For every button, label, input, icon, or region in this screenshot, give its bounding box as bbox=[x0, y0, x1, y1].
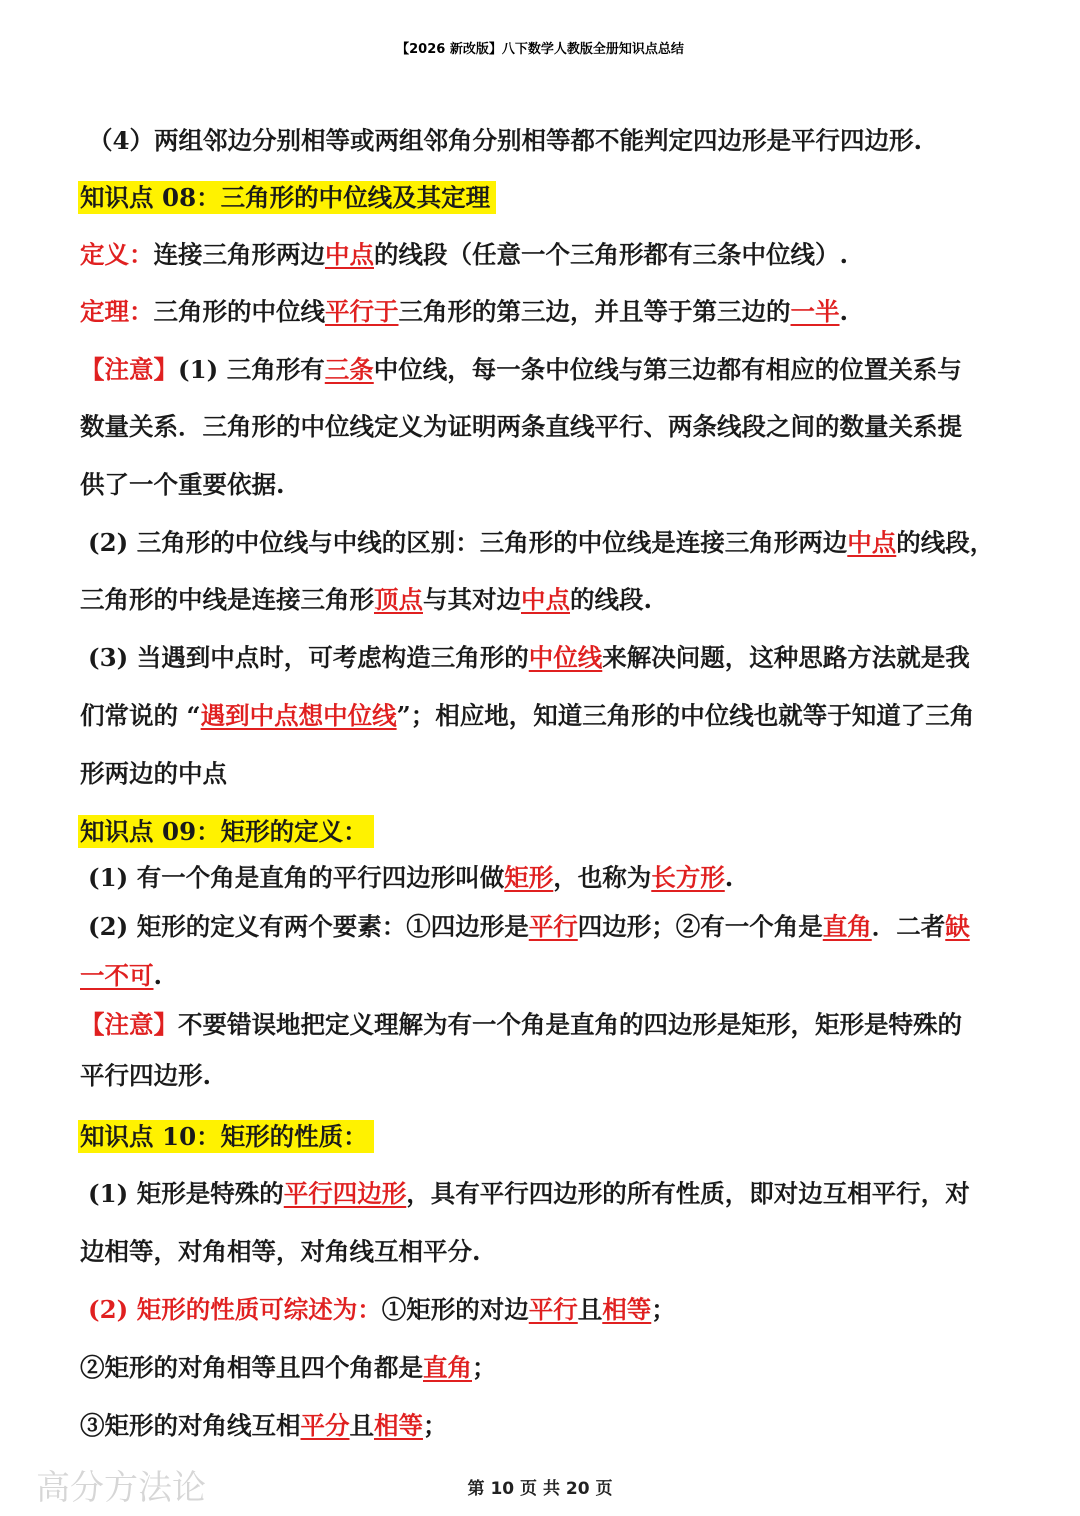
key-term: 相等 bbox=[374, 1411, 423, 1440]
definition-line: 定义：连接三角形两边中点的线段（任意一个三角形都有三条中位线）. bbox=[80, 240, 849, 269]
key-term: 一半 bbox=[790, 297, 840, 326]
key-term: 矩形 bbox=[504, 863, 554, 892]
text-line: 供了一个重要依据. bbox=[80, 470, 285, 499]
text-line: 数量关系．三角形的中位线定义为证明两条直线平行、两条线段之间的数量关系提 bbox=[80, 412, 962, 441]
note-line: 【注意】(1) 三角形有三条中位线，每一条中位线与第三边都有相应的位置关系与 bbox=[80, 355, 962, 384]
highlight: 知识点 10：矩形的性质： bbox=[78, 1120, 374, 1153]
key-term: 直角 bbox=[822, 912, 872, 941]
key-term: 平行 bbox=[528, 912, 578, 941]
text-line: 平行四边形. bbox=[80, 1061, 212, 1090]
key-term: 长方形 bbox=[651, 863, 725, 892]
text-line: (1) 有一个角是直角的平行四边形叫做矩形，也称为长方形. bbox=[88, 863, 734, 892]
highlight: 知识点 09：矩形的定义： bbox=[78, 815, 374, 848]
theorem-line: 定理：三角形的中位线平行于三角形的第三边，并且等于第三边的一半. bbox=[80, 297, 849, 326]
text-line: ③矩形的对角线互相平分且相等； bbox=[80, 1411, 448, 1440]
text-line: (2) 矩形的定义有两个要素：①四边形是平行四边形；②有一个角是直角．二者缺 bbox=[88, 912, 970, 941]
key-term: 三条 bbox=[324, 355, 374, 384]
key-term: 平分 bbox=[300, 1411, 350, 1440]
key-term: 直角 bbox=[423, 1353, 472, 1382]
note-line: 【注意】不要错误地把定义理解为有一个角是直角的四边形是矩形，矩形是特殊的 bbox=[80, 1010, 962, 1039]
key-term: 中点 bbox=[847, 528, 897, 557]
section-heading-kp08 bbox=[80, 181, 496, 215]
highlight: 知识点 08：三角形的中位线及其定理 bbox=[78, 181, 496, 214]
section-heading-kp10 bbox=[80, 1120, 374, 1154]
text-line: (2) 矩形的性质可综述为：①矩形的对边平行且相等； bbox=[88, 1295, 676, 1324]
page-number: 第 10 页 共 20 页 bbox=[467, 1479, 613, 1499]
text-line: 边相等，对角相等，对角线互相平分. bbox=[80, 1237, 481, 1266]
key-term: 中位线 bbox=[528, 643, 603, 672]
key-term: 遇到中点想中位线 bbox=[200, 701, 397, 730]
key-term: 中点 bbox=[325, 240, 374, 269]
text-line: (3) 当遇到中点时，可考虑构造三角形的中位线来解决问题，这种思路方法就是我 bbox=[88, 643, 970, 672]
text-line: （4）两组邻边分别相等或两组邻角分别相等都不能判定四边形是平行四边形. bbox=[88, 126, 923, 155]
key-term: 顶点 bbox=[374, 585, 423, 614]
text-line: (1) 矩形是特殊的平行四边形，具有平行四边形的所有性质，即对边互相平行，对 bbox=[88, 1179, 970, 1208]
key-term: 相等 bbox=[602, 1295, 652, 1324]
key-term: 平行 bbox=[528, 1295, 578, 1324]
text-line: 们常说的 “遇到中点想中位线”；相应地，知道三角形的中位线也就等于知道了三角 bbox=[80, 701, 975, 730]
key-term: 平行四边形 bbox=[283, 1179, 407, 1208]
watermark: 高分方法论 bbox=[36, 1468, 206, 1508]
page-title: 【2026 新改版】八下数学人教版全册知识点总结 bbox=[396, 42, 684, 57]
key-term: 缺 bbox=[945, 912, 970, 941]
key-term: 平行于 bbox=[325, 297, 399, 326]
text-line: 三角形的中线是连接三角形顶点与其对边中点的线段. bbox=[80, 585, 653, 614]
text-line: 形两边的中点 bbox=[80, 759, 227, 788]
key-term: 一不可 bbox=[80, 961, 154, 990]
section-heading-kp09 bbox=[80, 815, 374, 849]
text-line: (2) 三角形的中位线与中线的区别：三角形的中位线是连接三角形两边中点的线段， bbox=[88, 528, 995, 557]
text-line: ②矩形的对角相等且四个角都是直角； bbox=[80, 1353, 497, 1382]
text-line: 一不可. bbox=[80, 961, 163, 990]
key-term: 中点 bbox=[521, 585, 570, 614]
